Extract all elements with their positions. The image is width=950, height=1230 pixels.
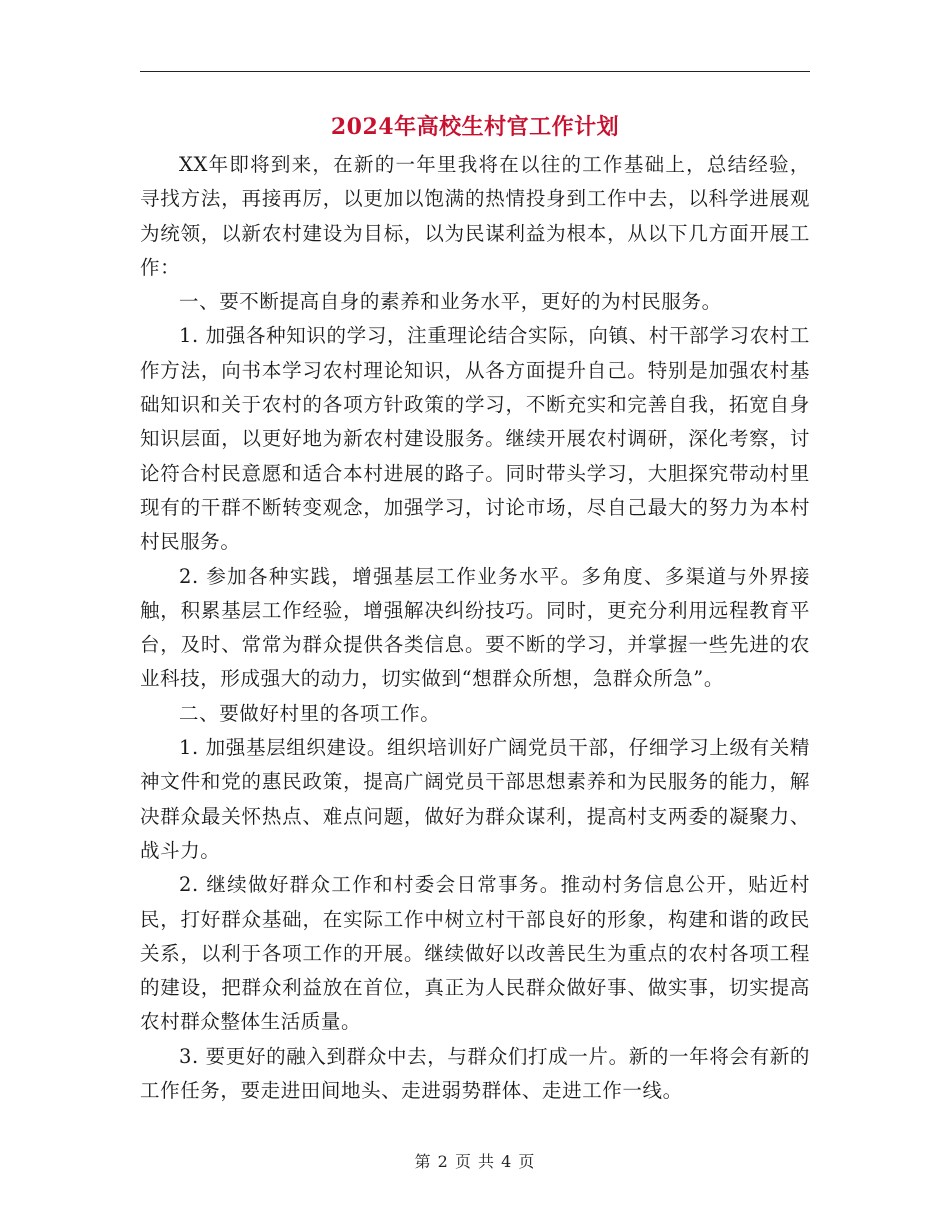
item-2-2: 2. 继续做好群众工作和村委会日常事务。推动村务信息公开，贴近村民，打好群众基础，在实际工作中树立村干部良好的形象，构建和谐的政民关系，以利于各项工作的开展。继续做好以改善民生为重点的农村各项工程的建设，把群众利益放在首位，真正为人民群众做好事、做实事，切实提高农村群众整体生活质量。 [140,873,810,1034]
item-2-3: 3. 要更好的融入到群众中去，与群众们打成一片。新的一年将会有新的工作任务，要走进田间地头、走进弱势群体、走进工作一线。 [140,1044,810,1103]
item-2-1: 1. 加强基层组织建设。组织培训好广阔党员干部，仔细学习上级有关精神文件和党的惠民政策，提高广阔党员干部思想素养和为民服务的能力，解决群众最关怀热点、难点问题，做好为群众谋利，提高村支两委的凝聚力、战斗力。 [140,736,810,862]
section-heading-1: 一、要不断提高自身的素养和业务水平，更好的为村民服务。 [179,290,722,314]
item-1-2: 2. 参加各种实践，增强基层工作业务水平。多角度、多渠道与外界接触，积累基层工作经验，增强解决纠纷技巧。同时，更充分利用远程教育平台，及时、常常为群众提供各类信息。要不断的学习，并掌握一些先进的农业科技，形成强大的动力，切实做到“想群众所想，急群众所急”。 [140,564,810,691]
item-1-1: 1. 加强各种知识的学习，注重理论结合实际，向镇、村干部学习农村工作方法，向书本学习农村理论知识，从各方面提升自己。特别是加强农村基础知识和关于农村的各项方针政策的学习，不断充实和完善自我，拓宽自身知识层面，以更好地为新农村建设服务。继续开展农村调研，深化考察，讨论符合村民意愿和适合本村进展的路子。同时带头学习，大胆探究带动村里现有的干群不断转变观念，加强学习，讨论市场，尽自己最大的努力为本村村民服务。 [140,324,810,554]
intro-paragraph: XX年即将到来，在新的一年里我将在以往的工作基础上，总结经验，寻找方法，再接再厉，以更加以饱满的热情投身到工作中去，以科学进展观为统领，以新农村建设为目标，以为民谋利益为根本，从以下几方面开展工作： [140,153,810,279]
section-heading-2: 二、要做好村里的各项工作。 [179,701,441,725]
document-body [140,148,810,1108]
page-number-footer: 第 2 页 共 4 页 [414,1152,536,1171]
document-title: 2024年高校生村官工作计划 [330,114,620,140]
header-rule [140,71,810,72]
